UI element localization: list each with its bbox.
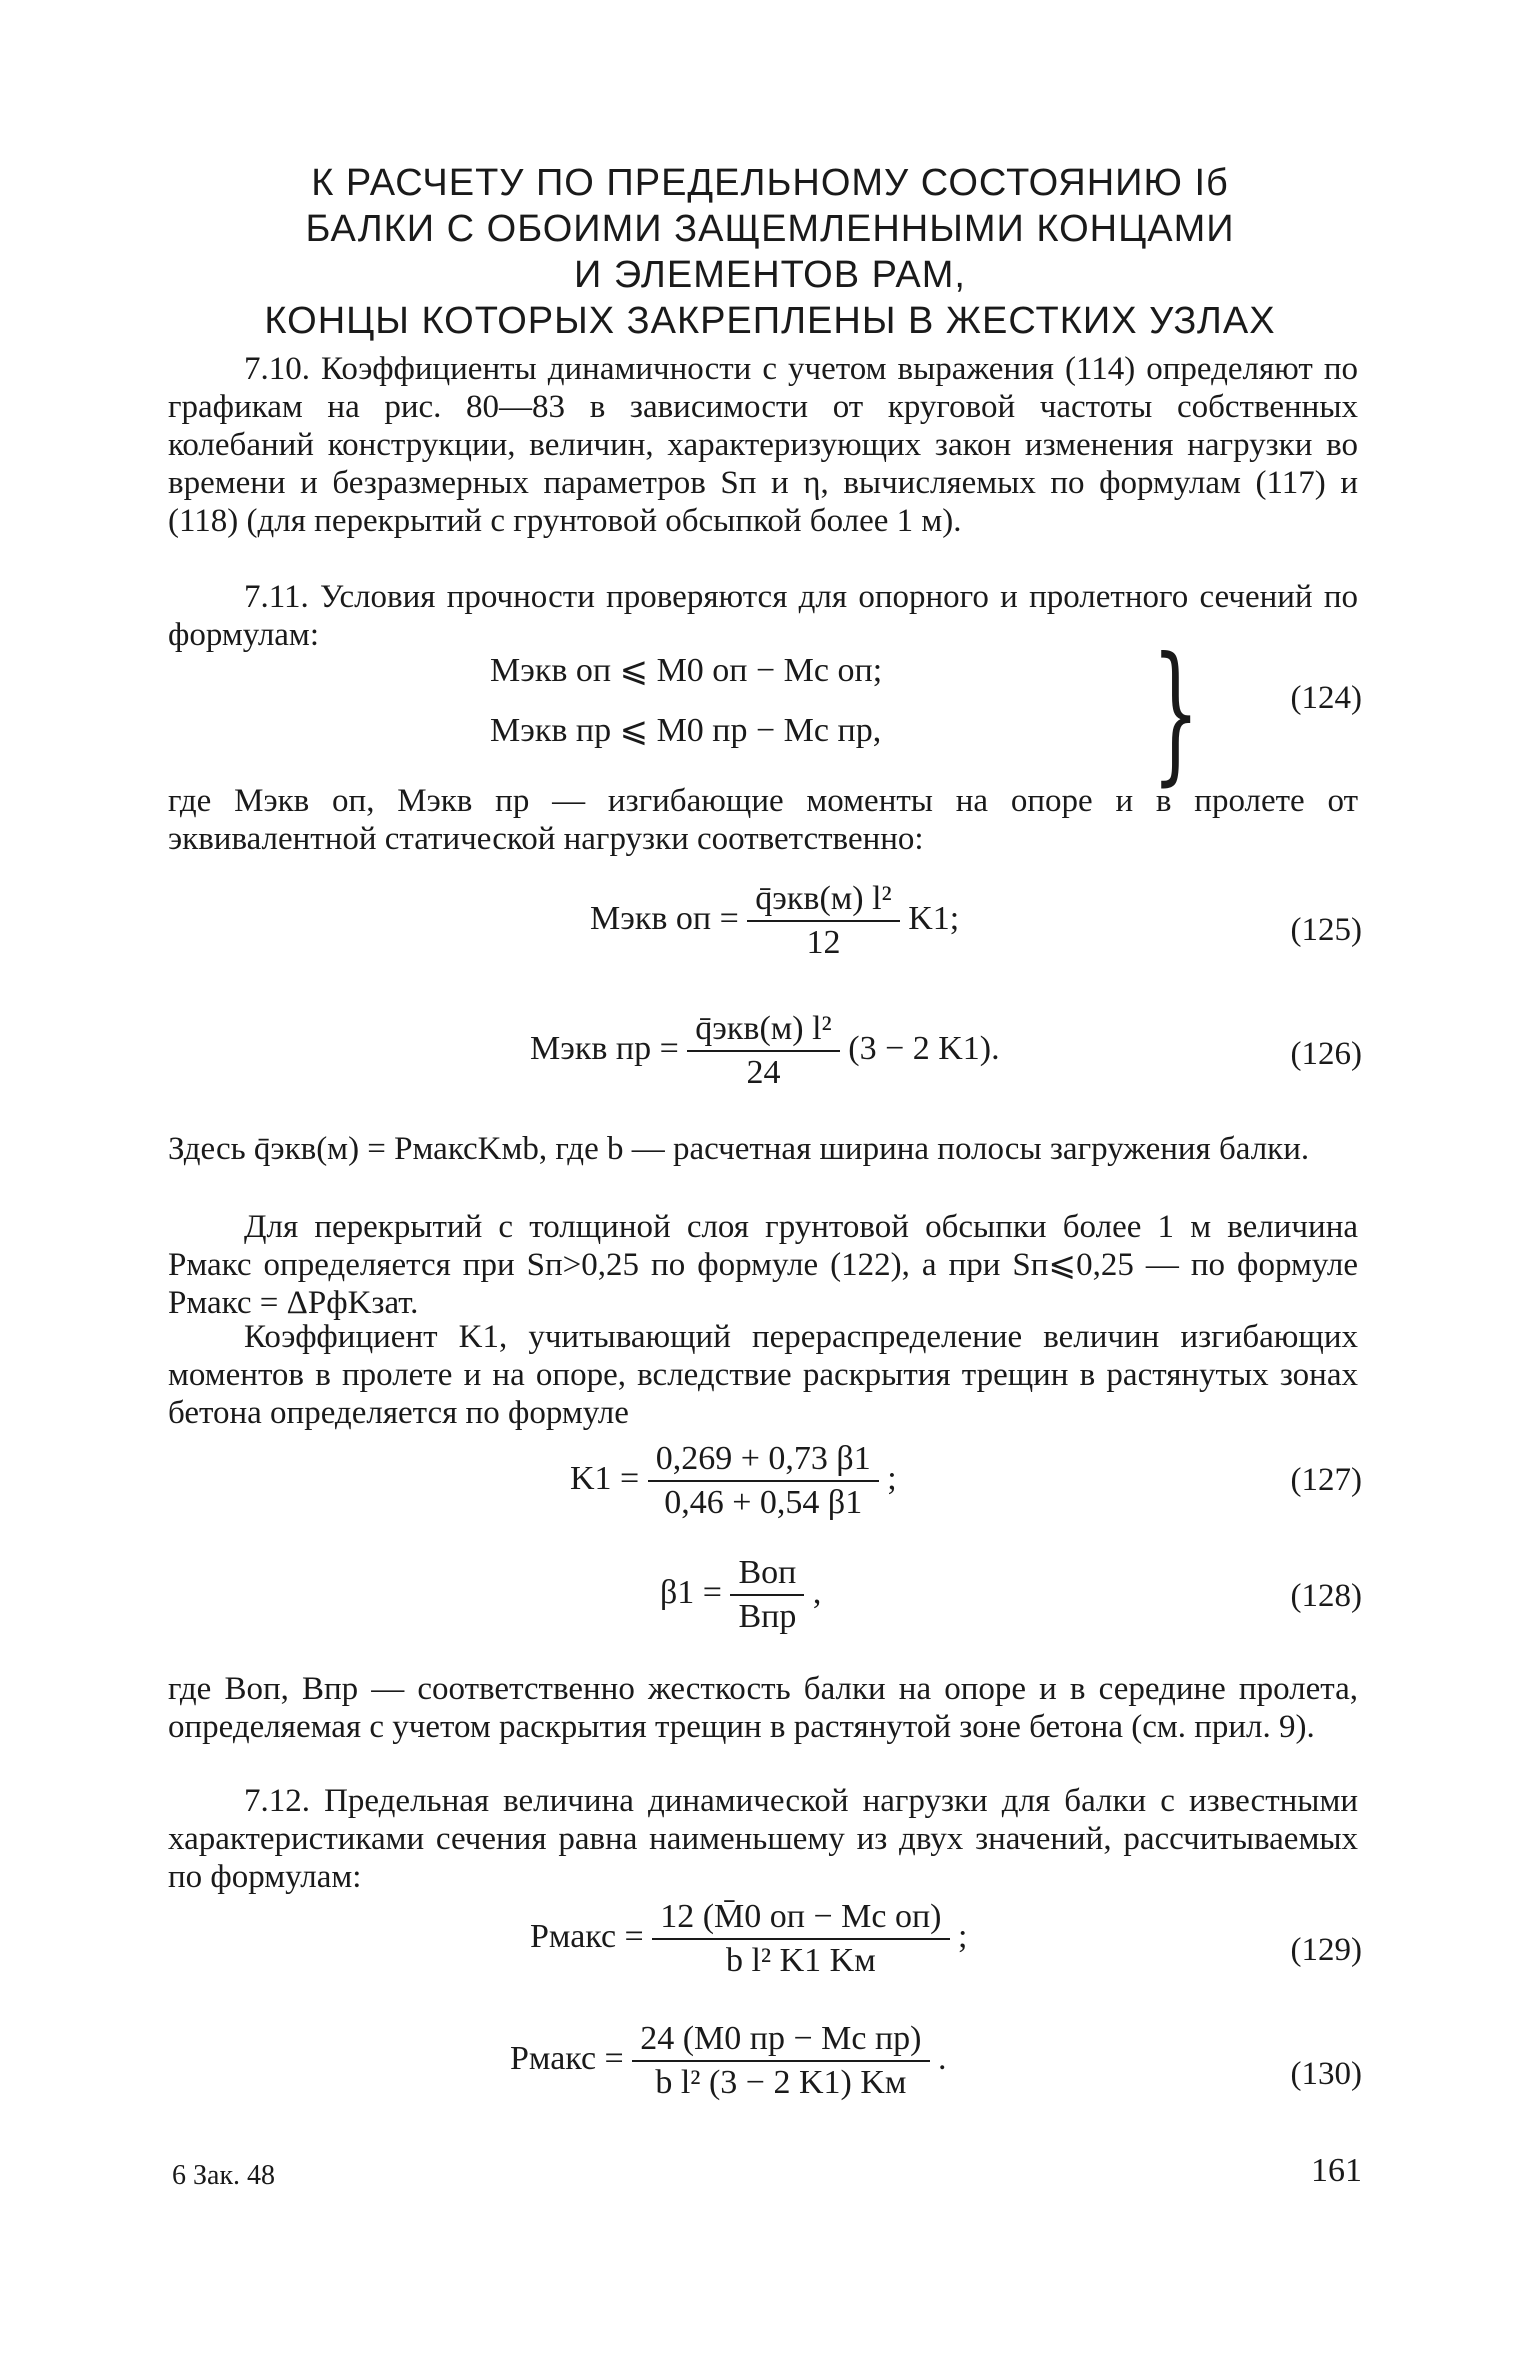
eq128-numerator: Bоп xyxy=(730,1554,804,1596)
equation-number-127: (127) xyxy=(1290,1462,1362,1498)
eq126-left: Mэкв пр = xyxy=(530,1029,679,1067)
equation-brace: } xyxy=(1151,626,1200,800)
equation-125 xyxy=(590,880,959,962)
paragraph-where-moments: где Mэкв оп, Mэкв пр — изгибающие моменты на опоре и в пролете от эквивалентной статической нагрузки соответственно: xyxy=(168,783,1358,857)
section-heading xyxy=(150,160,1390,344)
equation-number-125: (125) xyxy=(1290,912,1362,948)
eq125-numerator: q̄экв(м) l² xyxy=(747,880,899,922)
eq125-left: Mэкв оп = xyxy=(590,899,739,937)
eq127-left: K1 = xyxy=(570,1459,640,1497)
eq126-right: (3 − 2 K1). xyxy=(848,1029,1000,1067)
eq126-numerator: q̄экв(м) l² xyxy=(687,1010,839,1052)
paragraph-7-12: 7.12. Предельная величина динамической нагрузки для балки с известными характеристиками сечения равна наименьшему из двух значений, рассчитываемых по формулам: xyxy=(168,1783,1358,1895)
eq129-right: ; xyxy=(958,1917,968,1955)
eq128-fraction xyxy=(730,1554,804,1636)
equation-128 xyxy=(660,1554,821,1636)
eq130-numerator: 24 (M0 пр − Mс пр) xyxy=(632,2020,929,2062)
paragraph-floors: Для перекрытий с толщиной слоя грунтовой обсыпки более 1 м величина Pмакс определяется при Sп>0,25 по формуле (122), а при Sп⩽0,25 — по формуле Pмакс = ΔPфKзат. xyxy=(168,1209,1358,1321)
paragraph-coefficient: Коэффициент K1, учитывающий перераспределение величин изгибающих моментов в пролете и на опоре, вследствие раскрытия трещин в растянутых зонах бетона определяется по формуле xyxy=(168,1319,1358,1431)
eq128-right: , xyxy=(812,1573,822,1611)
heading-line-2: БАЛКИ С ОБОИМИ ЗАЩЕМЛЕННЫМИ КОНЦАМИ xyxy=(305,208,1235,250)
eq125-fraction xyxy=(747,880,899,962)
eq127-fraction xyxy=(648,1440,879,1522)
eq128-left: β1 = xyxy=(660,1573,722,1611)
equation-124a: Mэкв оп ⩽ M0 оп − Mс оп; xyxy=(490,652,883,689)
equation-number-124: (124) xyxy=(1290,680,1362,716)
eq130-denominator: b l² (3 − 2 K1) Kм xyxy=(655,2064,907,2101)
heading-line-1: К РАСЧЕТУ ПО ПРЕДЕЛЬНОМУ СОСТОЯНИЮ Iб xyxy=(311,162,1229,204)
footer-order-number: 6 Зак. 48 xyxy=(172,2160,276,2191)
equation-number-130: (130) xyxy=(1290,2056,1362,2092)
equation-number-128: (128) xyxy=(1290,1578,1362,1614)
eq127-right: ; xyxy=(887,1459,897,1497)
eq130-fraction xyxy=(632,2020,929,2102)
equation-number-126: (126) xyxy=(1290,1036,1362,1072)
eq129-numerator: 12 (M̄0 оп − Mс оп) xyxy=(652,1898,949,1940)
paragraph-where-stiffness: где Bоп, Bпр — соответственно жесткость балки на опоре и в середине пролета, определяемая с учетом раскрытия трещин в растянутой зоне бетона (см. прил. 9). xyxy=(168,1671,1358,1745)
eq130-right: . xyxy=(938,2039,947,2077)
eq129-fraction xyxy=(652,1898,949,1980)
equation-127 xyxy=(570,1440,897,1522)
equation-126 xyxy=(530,1010,1000,1092)
heading-line-3: И ЭЛЕМЕНТОВ РАМ, xyxy=(574,254,966,296)
eq126-fraction xyxy=(687,1010,839,1092)
paragraph-here: Здесь q̄экв(м) = PмаксKмb, где b — расчетная ширина полосы загружения балки. xyxy=(168,1131,1310,1167)
eq128-denominator: Bпр xyxy=(738,1598,797,1635)
paragraph-7-10: 7.10. Коэффициенты динамичности с учетом выражения (114) определяют по графикам на рис. 80—83 в зависимости от круговой частоты собственных колебаний конструкции, величин, характеризующих закон изменения нагрузки во времени и безразмерных параметров Sп и η, вычисляемых по формулам (117) и (118) (для перекрытий с грунтовой обсыпкой более 1 м). xyxy=(168,351,1358,539)
eq129-denominator: b l² K1 Kм xyxy=(725,1942,876,1979)
equation-124b: Mэкв пр ⩽ M0 пр − Mс пр, xyxy=(490,712,882,749)
eq125-denominator: 12 xyxy=(806,924,841,961)
eq125-right: K1; xyxy=(908,899,960,937)
eq129-left: Pмакс = xyxy=(530,1917,644,1955)
equation-130 xyxy=(510,2020,947,2102)
eq127-denominator: 0,46 + 0,54 β1 xyxy=(664,1484,863,1521)
eq127-numerator: 0,269 + 0,73 β1 xyxy=(648,1440,879,1482)
eq130-left: Pмакс = xyxy=(510,2039,624,2077)
equation-number-129: (129) xyxy=(1290,1932,1362,1968)
eq126-denominator: 24 xyxy=(746,1054,781,1091)
paragraph-7-11: 7.11. Условия прочности проверяются для опорного и пролетного сечений по формулам: xyxy=(168,579,1358,653)
equation-129 xyxy=(530,1898,967,1980)
heading-line-4: КОНЦЫ КОТОРЫХ ЗАКРЕПЛЕНЫ В ЖЕСТКИХ УЗЛАХ xyxy=(264,300,1276,342)
page-number: 161 xyxy=(1311,2152,1362,2189)
